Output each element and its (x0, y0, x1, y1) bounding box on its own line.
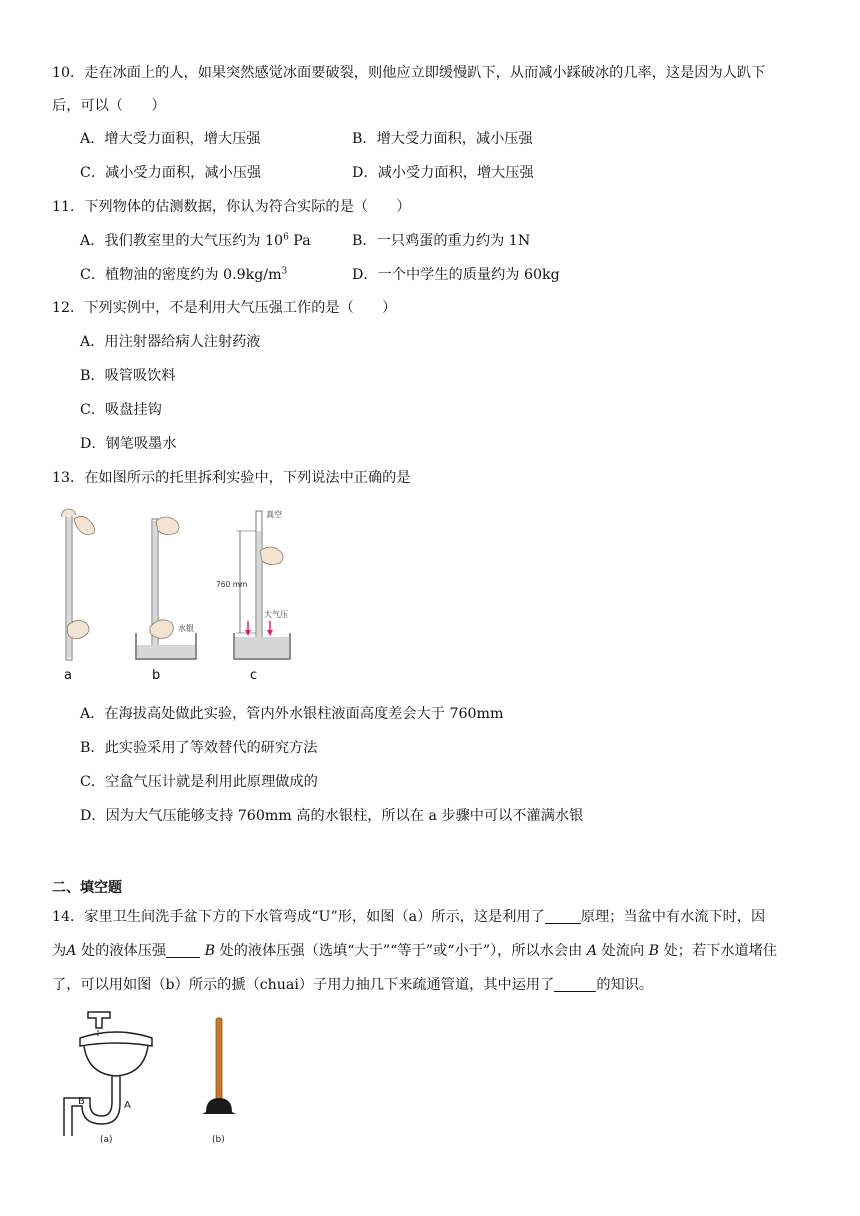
hand-icon (260, 547, 283, 565)
torricelli-figure (56, 505, 316, 685)
height-label: 760 mm (216, 580, 248, 589)
var-b: B (204, 943, 216, 959)
q14-line1 (52, 906, 765, 926)
q10-option-d: D．减小受力面积，增大压强 (352, 165, 534, 181)
q14-line3-text: 了，可以用如图（b）所示的搋（chuai）子用力抽几下来疏通管道，其中运用了 (52, 977, 555, 993)
q11-option-a-text: A．我们教室里的大气压约为 10 (80, 233, 284, 249)
var-a: A (586, 943, 598, 959)
figure-a-tube (66, 515, 72, 660)
plunger-icon (202, 1018, 236, 1114)
u-pipe (64, 1076, 120, 1136)
pressure-arrow-icon (245, 621, 251, 636)
figure-c-label: c (250, 668, 258, 683)
mercury-label: 水银 (178, 624, 194, 633)
hand-icon (67, 620, 89, 638)
figure-b-label: b (152, 668, 161, 683)
q14-line2-text-5: 处；若下水道堵住 (659, 943, 778, 959)
q11-option-c (80, 264, 287, 284)
q11-option-a (80, 230, 311, 250)
q14-line1-text: 14．家里卫生间洗手盆下方的下水管弯成“U”形，如图（a）所示，这是利用了 (52, 909, 545, 925)
q14-line3-text-cont: 的知识。 (596, 977, 654, 993)
answer-blank-2[interactable] (166, 943, 200, 958)
q12-option-c: C．吸盘挂钩 (80, 402, 162, 418)
q13-option-b: B．此实验采用了等效替代的研究方法 (80, 740, 318, 756)
q14-line1-text-cont: 原理；当盆中有水流下时，因 (580, 909, 766, 925)
q14-line2-text: 为 (52, 943, 67, 959)
q11-option-c-exponent: 3 (281, 266, 288, 277)
q13-stem: 13．在如图所示的托里拆利实验中，下列说法中正确的是 (52, 470, 411, 486)
section-title: 二、填空题 (52, 880, 122, 896)
pipe-label-b: B (78, 1096, 85, 1107)
atm-label: 大气压 (264, 610, 288, 619)
q14-line2-text-2: 处的液体压强 (76, 943, 167, 959)
plunger-figure (196, 1016, 246, 1146)
q11-option-a-exponent: 6 (283, 232, 289, 243)
answer-blank-3[interactable] (554, 977, 596, 992)
sink-figure (58, 1006, 168, 1146)
q13-option-d: D．因为大气压能够支持 760mm 高的水银柱，所以在 a 步骤中可以不灌满水银 (80, 808, 584, 824)
figure-a-label: a (64, 668, 72, 683)
q10-option-a: A．增大受力面积，增大压强 (80, 131, 261, 147)
figure-a-label: (a) (100, 1135, 113, 1145)
q11-option-c-text: C．植物油的密度约为 0.9kg/m (80, 267, 282, 283)
q14-line2 (52, 940, 777, 960)
q10-stem-line2: 后，可以（ ） (52, 98, 166, 114)
q14-line3 (52, 974, 653, 994)
q12-option-d: D．钢笔吸墨水 (80, 436, 177, 452)
figure-b-label: (b) (212, 1135, 225, 1145)
q10-stem-line1: 10．走在冰面上的人，如果突然感觉冰面要破裂，则他应立即缓慢趴下，从而减小踩破冰的几率，这是因为人趴下 (52, 65, 766, 81)
q10-option-b: B．增大受力面积，减小压强 (352, 131, 533, 147)
vacuum-label: 真空 (266, 510, 282, 519)
hand-icon (156, 517, 179, 535)
pressure-arrow-icon (267, 621, 273, 636)
var-b: B (648, 943, 660, 959)
q13-option-a: A．在海拔高处做此实验，管内外水银柱液面高度差会大于 760mm (80, 706, 504, 722)
q13-option-c: C．空盒气压计就是利用此原理做成的 (80, 774, 318, 790)
q11-stem: 11．下列物体的估测数据，你认为符合实际的是（ ） (52, 199, 411, 215)
q14-line2-text-4: 处流向 (597, 943, 649, 959)
pipe-label-a: A (124, 1100, 131, 1111)
q12-option-a: A．用注射器给病人注射药液 (80, 334, 261, 350)
answer-blank-1[interactable] (545, 909, 581, 924)
q11-option-a-unit: Pa (288, 233, 311, 249)
q12-option-b: B．吸管吸饮料 (80, 368, 176, 384)
q11-option-d: D．一个中学生的质量约为 60kg (352, 267, 560, 283)
q11-option-b: B．一只鸡蛋的重力约为 1N (352, 233, 531, 249)
q14-line2-text-3: 处的液体压强（选填“大于”“等于”或“小于”），所以水会由 (215, 943, 587, 959)
q12-stem: 12．下列实例中，不是利用大气压强工作的是（ ） (52, 300, 397, 316)
var-a: A (66, 943, 77, 959)
sink-basin (80, 1032, 152, 1076)
figure-c-tube (256, 511, 262, 657)
q10-option-c: C．减小受力面积，减小压强 (80, 165, 262, 181)
